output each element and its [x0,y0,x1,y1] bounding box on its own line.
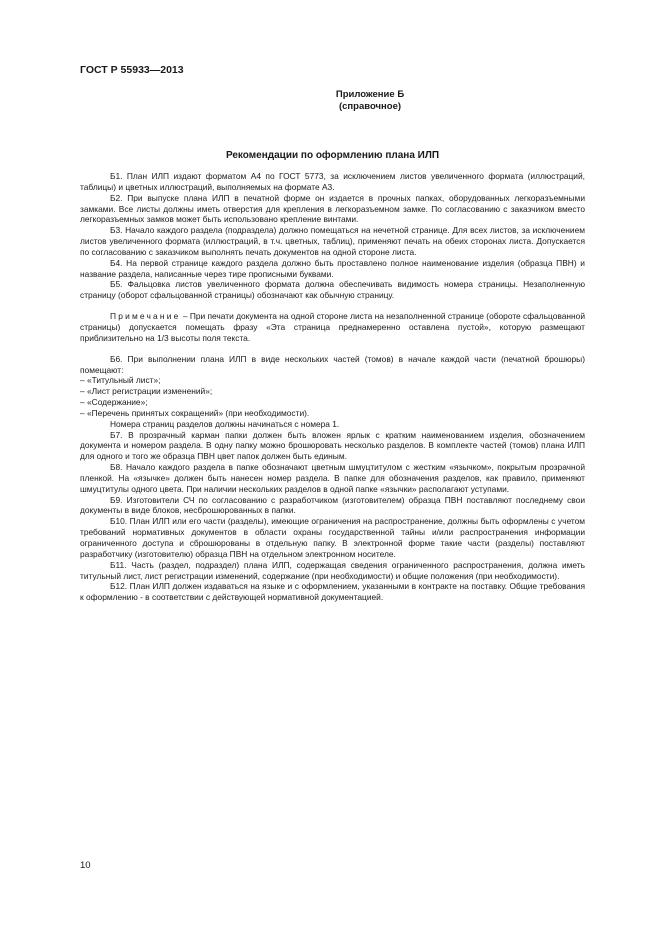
paragraph-b11: Б11. Часть (раздел, подраздел) плана ИЛП, содержащая сведения ограниченного распространения, должна иметь титульный лист, лист регистрации изменений, содержание (при необходимости) и общие положения (при необходимости). [80,559,585,581]
note-text: – При печати документа на одной стороне листа на незаполненной странице (обороте сфальцованной страницы) допускается помещать фразу «Эта страница преднамеренно оставлена пустой», которую размещают приблизительно на 1/3 высоты поля текста. [80,311,585,343]
note-label: Примечание [110,311,181,322]
paragraph-b6: Б6. При выполнении плана ИЛП в виде нескольких частей (томов) в начале каждой части (печатной брошюры) помещают: [80,353,585,375]
paragraph-b8: Б8. Начало каждого раздела в папке обозначают цветным шмуцтитулом с жестким «язычком», покрытым прозрачной пленкой. На «язычке» должен быть нанесен номер раздела. В папке для обозначения разделов, как правило, применяют шмуцтитулы одного цвета. При наличии нескольких разделов в одной папке «язычки» располагают уступами. [80,462,585,494]
list-item: – «Титульный лист»; [80,375,161,386]
paragraph-b1: Б1. План ИЛП издают форматом А4 по ГОСТ 5773, за исключением листов увеличенного формата (иллюстраций, таблицы) и цветных иллюстраций, выполняемых на формате А3. [80,171,585,192]
note [80,311,585,344]
paragraph-b6-tail: Номера страниц разделов должны начинаться с номера 1. [110,418,340,429]
paragraph-b9: Б9. Изготовители СЧ по согласованию с разработчиком (изготовителем) образца ПВН поставляют последнему свои документы в виде блоков, несброшюрованных в папки. [80,494,585,516]
paragraph-b12: Б12. План ИЛП должен издаваться на языке и с оформлением, указанными в контракте на поставку. Общие требования к оформлению - в соответствии с действующей нормативной документацией. [80,581,585,603]
paragraph-b10: Б10. План ИЛП или его части (разделы), имеющие ограничения на распространение, должны быть оформлены с учетом требований нормативных документов в области охраны государственной тайны и/или распространения информации ограниченного доступа и сброшюрованы в отдельную папку. В электронной форме такие части (разделы) поставляют разработчику (изготовителю) образца ПВН на отдельном электронном носителе. [80,516,585,559]
paragraph-b7: Б7. В прозрачный карман папки должен быть вложен ярлык с кратким наименованием изделия, обозначением документа и номером раздела. В одну папку можно брошюровать несколько разделов. В комплекте частей (томов) плана ИЛП для одного и того же образца ПВН цвет папок должен быть единым. [80,429,585,462]
list-item: – «Перечень принятых сокращений» (при необходимости). [80,407,310,418]
list-item: – «Содержание»; [80,397,148,408]
paragraph-b2: Б2. При выпуске плана ИЛП в печатной форме он издается в прочных папках, оборудованных легкоразъемными замками. Все листы должны иметь отверстия для крепления в легкоразъемном замке. По согласованию с заказчиком вместо легкоразъемных замков может быть использовано крепление винтами. [80,192,585,225]
appendix-title: Приложение Б [335,89,405,100]
section-title: Рекомендации по оформлению плана ИЛП [225,150,440,161]
document-code: ГОСТ Р 55933—2013 [80,64,184,76]
appendix-type: (справочное) [338,101,402,112]
paragraph-b4: Б4. На первой странице каждого раздела должно быть проставлено полное наименование изделия (образца ПВН) и название раздела, написанные через тире прописными буквами. [80,257,585,279]
page-number: 10 [80,860,91,871]
paragraph-b3: Б3. Начало каждого раздела (подраздела) должно помещаться на нечетной странице. Для всех листов, за исключением листов увеличенного формата (иллюстраций, в т.ч. цветных, таблиц), применяют печать на обеих сторонах листа. Допускается по согласованию с заказчиком выполнять печать документов на одной стороне листа. [80,225,585,257]
body-text [80,171,585,603]
paragraph-b5: Б5. Фальцовка листов увеличенного формата должна обеспечивать видимость номера страницы. Незаполненную страницу (оборот сфальцованной страницы) обозначают как обычную страницу. [80,279,585,301]
list-item: – «Лист регистрации изменений»; [80,386,213,397]
